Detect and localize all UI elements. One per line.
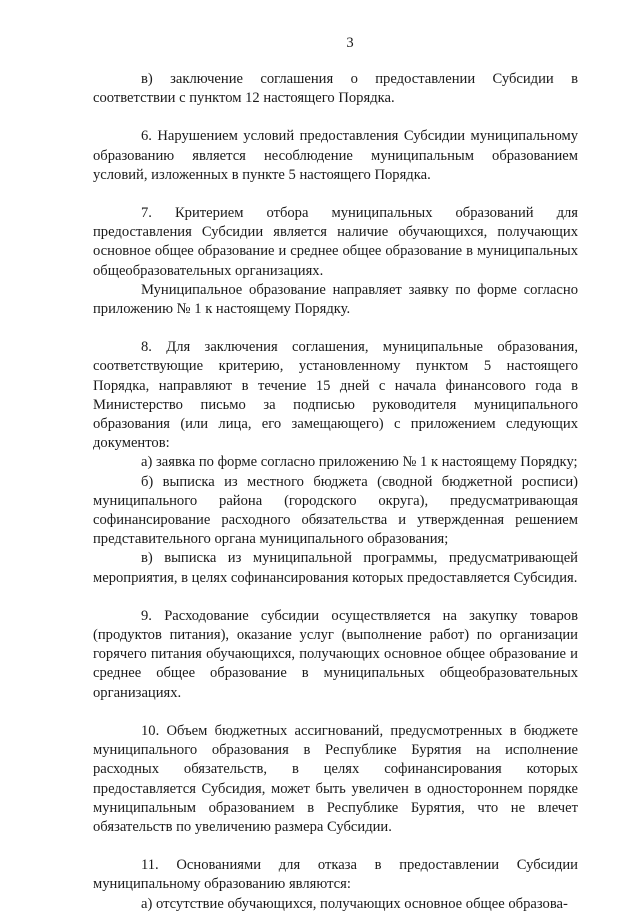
clause-8-item-a: а) заявка по форме согласно приложению № 1 к настоящему Порядку; [141, 454, 578, 471]
clause-11: 11. Основаниями для отказа в предоставлении Субсидии муниципальному образованию являются: [93, 857, 578, 893]
page-number: 3 [346, 35, 354, 51]
clause-8-item-b: б) выписка из местного бюджета (сводной бюджетной росписи) муниципального района (городского округа), предусматривающая софинансирование расходного обязательства и утвержденная решением представительного органа муниципального образования; [93, 473, 578, 548]
clause-5-item-v: в) заключение соглашения о предоставлении Субсидии в соответствии с пунктом 12 настоящего Порядка. [93, 71, 578, 107]
clause-8: 8. Для заключения соглашения, муниципальные образования, соответствующие критерию, установленному пунктом 5 настоящего Порядка, направляют в течение 15 дней с начала финансового года в Министерство письмо за подписью руководителя муниципального образования (или лица, его замещающего) с приложением следующих документов: [93, 339, 578, 452]
document-body [93, 70, 578, 914]
clause-11-item-a: а) отсутствие обучающихся, получающих основное общее образова- [141, 895, 568, 912]
clause-6: 6. Нарушением условий предоставления Субсидии муниципальному образованию является несоблюдение муниципальным образованием условий, изложенных в пункте 5 настоящего Порядка. [93, 128, 578, 183]
clause-7: 7. Критерием отбора муниципальных образований для предоставления Субсидии является наличие обучающихся, получающих основное общее образование и среднее общее образование в муниципальных общеобразовательных организациях. [93, 205, 578, 279]
clause-7-application: Муниципальное образование направляет заявку по форме согласно приложению № 1 к настоящему Порядку. [93, 281, 578, 318]
clause-10: 10. Объем бюджетных ассигнований, предусмотренных в бюджете муниципального образования в Республике Бурятия на исполнение расходных обязательств, в целях софинансирования которых предоставляется Субсидия, может быть увеличен в одностороннем порядке муниципальным образованием в Республике Бурятия, что не влечет обязательств по увеличению размера Субсидии. [93, 722, 578, 835]
clause-8-item-v: в) выписка из муниципальной программы, предусматривающей мероприятия, в целях софинансирования которых предоставляется Субсидия. [93, 550, 578, 586]
clause-9: 9. Расходование субсидии осуществляется на закупку товаров (продуктов питания), оказание услуг (выполнение работ) по организации горячего питания обучающихся, получающих основное общее образование и среднее общее образование в муниципальных общеобразовательных организациях. [93, 607, 578, 701]
